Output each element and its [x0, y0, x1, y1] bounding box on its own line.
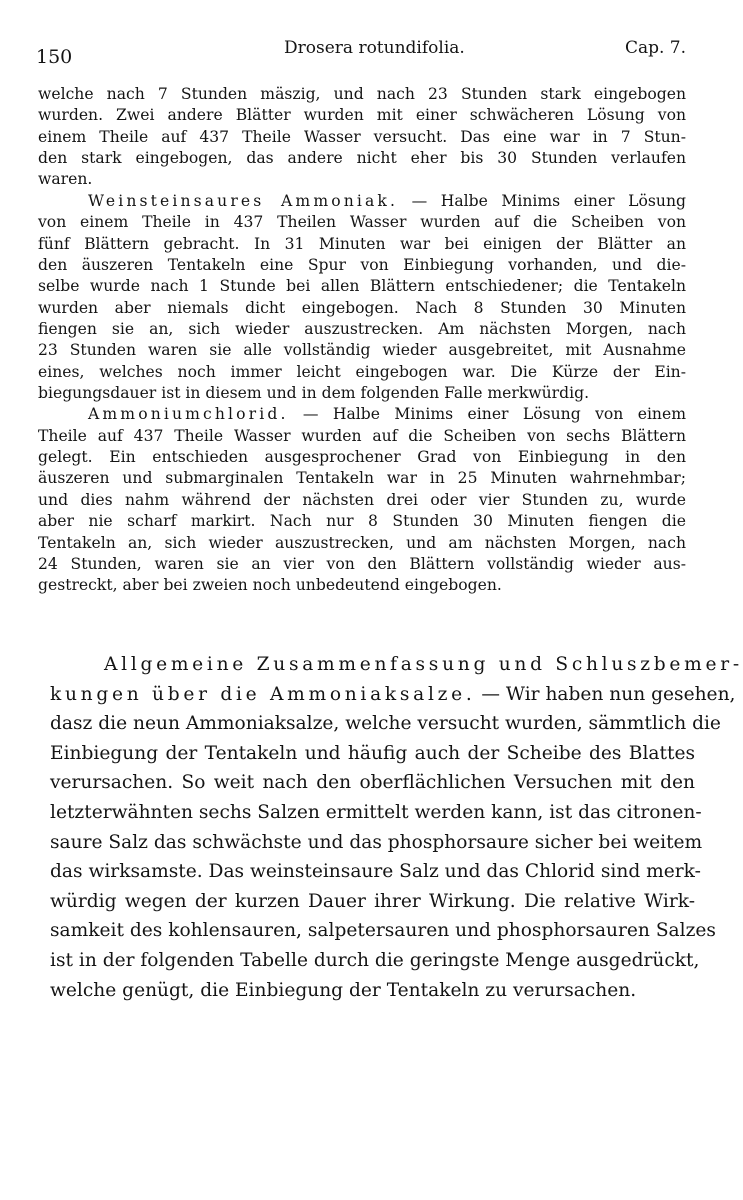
- text-line: aber nie scharf markirt. Nach nur 8 Stunden 30 Minuten fiengen die: [38, 512, 686, 531]
- page-header: [36, 38, 686, 68]
- text-line: ist in der folgenden Tabelle durch die geringste Menge ausgedrückt,: [50, 949, 700, 971]
- text-line: den äuszeren Tentakeln eine Spur von Einbiegung vorhanden, und die-: [38, 255, 686, 274]
- text-line: fünf Blättern gebracht. In 31 Minuten war bei einigen der Blätter an: [38, 234, 686, 253]
- text-line: samkeit des kohlensauren, salpetersauren und phosphorsauren Salzes: [50, 920, 716, 942]
- text-line: waren.: [38, 170, 93, 189]
- text-line: das wirksamste. Das weinsteinsaure Salz und das Chlorid sind merk-: [50, 861, 701, 883]
- text-line: 24 Stunden, waren sie an vier von den Blättern vollständig wieder aus-: [38, 554, 686, 573]
- text-line: von einem Theile in 437 Theilen Wasser wurden auf die Scheiben von: [38, 213, 686, 232]
- summary-heading-line: kungen über die Ammoniaksalze. — Wir haben nun gesehen,: [50, 683, 736, 705]
- text-line: Tentakeln an, sich wieder auszustrecken, und am nächsten Morgen, nach: [38, 533, 686, 552]
- summary-heading-line: [50, 650, 743, 680]
- text-line: wurden. Zwei andere Blätter wurden mit einer schwächeren Lösung von: [38, 106, 686, 125]
- text-line: saure Salz das schwächste und das phosphorsaure sicher bei weitem: [50, 831, 703, 853]
- text-line: einem Theile auf 437 Theile Wasser versucht. Das eine war in 7 Stun-: [38, 127, 686, 146]
- text-line: würdig wegen der kurzen Dauer ihrer Wirkung. Die relative Wirk-: [50, 890, 695, 912]
- paragraph-first-line: Ammoniumchlorid. — Halbe Minims einer Lösung von einem: [88, 405, 686, 424]
- text-line: 23 Stunden waren sie alle vollständig wieder ausgebreitet, mit Ausnahme: [38, 341, 686, 360]
- text-line: wurden aber niemals dicht eingebogen. Nach 8 Stunden 30 Minuten: [38, 298, 686, 317]
- text-line: dasz die neun Ammoniaksalze, welche versucht wurden, sämmtlich die: [50, 713, 721, 735]
- text-line: selbe wurde nach 1 Stunde bei allen Blättern entschiedener; die Tentakeln: [38, 277, 686, 296]
- body-text-large: [50, 650, 743, 1005]
- text-line: letzterwähnten sechs Salzen ermittelt werden kann, ist das citronen-: [50, 801, 702, 823]
- paragraph-first-line: Weinsteinsaures Ammoniak. — Halbe Minims einer Lösung: [88, 191, 686, 210]
- text-line: gelegt. Ein entschieden ausgesprochener Grad von Einbiegung in den: [38, 448, 686, 467]
- text-line: verursachen. So weit nach den oberflächlichen Versuchen mit den: [50, 772, 695, 794]
- body-text-small: [38, 84, 686, 597]
- text-line: den stark eingebogen, das andere nicht eher bis 30 Stunden verlaufen: [38, 149, 686, 168]
- summary-heading: Allgemeine Zusammenfassung und Schluszbemer-: [104, 654, 743, 675]
- chapter-label: Cap. 7.: [624, 38, 686, 58]
- text-line: und dies nahm während der nächsten drei oder vier Stunden zu, wurde: [38, 490, 686, 509]
- text-line: äuszeren und submarginalen Tentakeln war in 25 Minuten wahrnehmbar;: [38, 469, 686, 488]
- text-line: welche nach 7 Stunden mäszig, und nach 23 Stunden stark eingebogen: [38, 85, 686, 103]
- text-line: biegungsdauer ist in diesem und in dem folgenden Falle merkwürdig.: [38, 384, 590, 403]
- text-line: Einbiegung der Tentakeln und häufig auch der Scheibe des Blattes: [50, 742, 695, 764]
- text-line: gestreckt, aber bei zweien noch unbedeutend eingebogen.: [38, 576, 502, 595]
- text-line: fiengen sie an, sich wieder auszustrecken. Am nächsten Morgen, nach: [38, 319, 686, 338]
- text-line: welche genügt, die Einbiegung der Tentakeln zu verursachen.: [50, 979, 637, 1001]
- page-number: 150: [36, 46, 73, 68]
- text-line: Theile auf 437 Theile Wasser wurden auf die Scheiben von sechs Blättern: [38, 426, 686, 445]
- summary-heading-continued: kungen über die Ammoniaksalze.: [50, 683, 476, 705]
- section-heading-ammoniumchlorid: Ammoniumchlorid.: [88, 405, 289, 424]
- section-heading-weinsteinsaures: Weinsteinsaures Ammoniak.: [88, 191, 399, 210]
- text-line: eines, welches noch immer leicht eingebogen war. Die Kürze der Ein-: [38, 362, 686, 381]
- running-title: Drosera rotundifolia.: [284, 38, 465, 58]
